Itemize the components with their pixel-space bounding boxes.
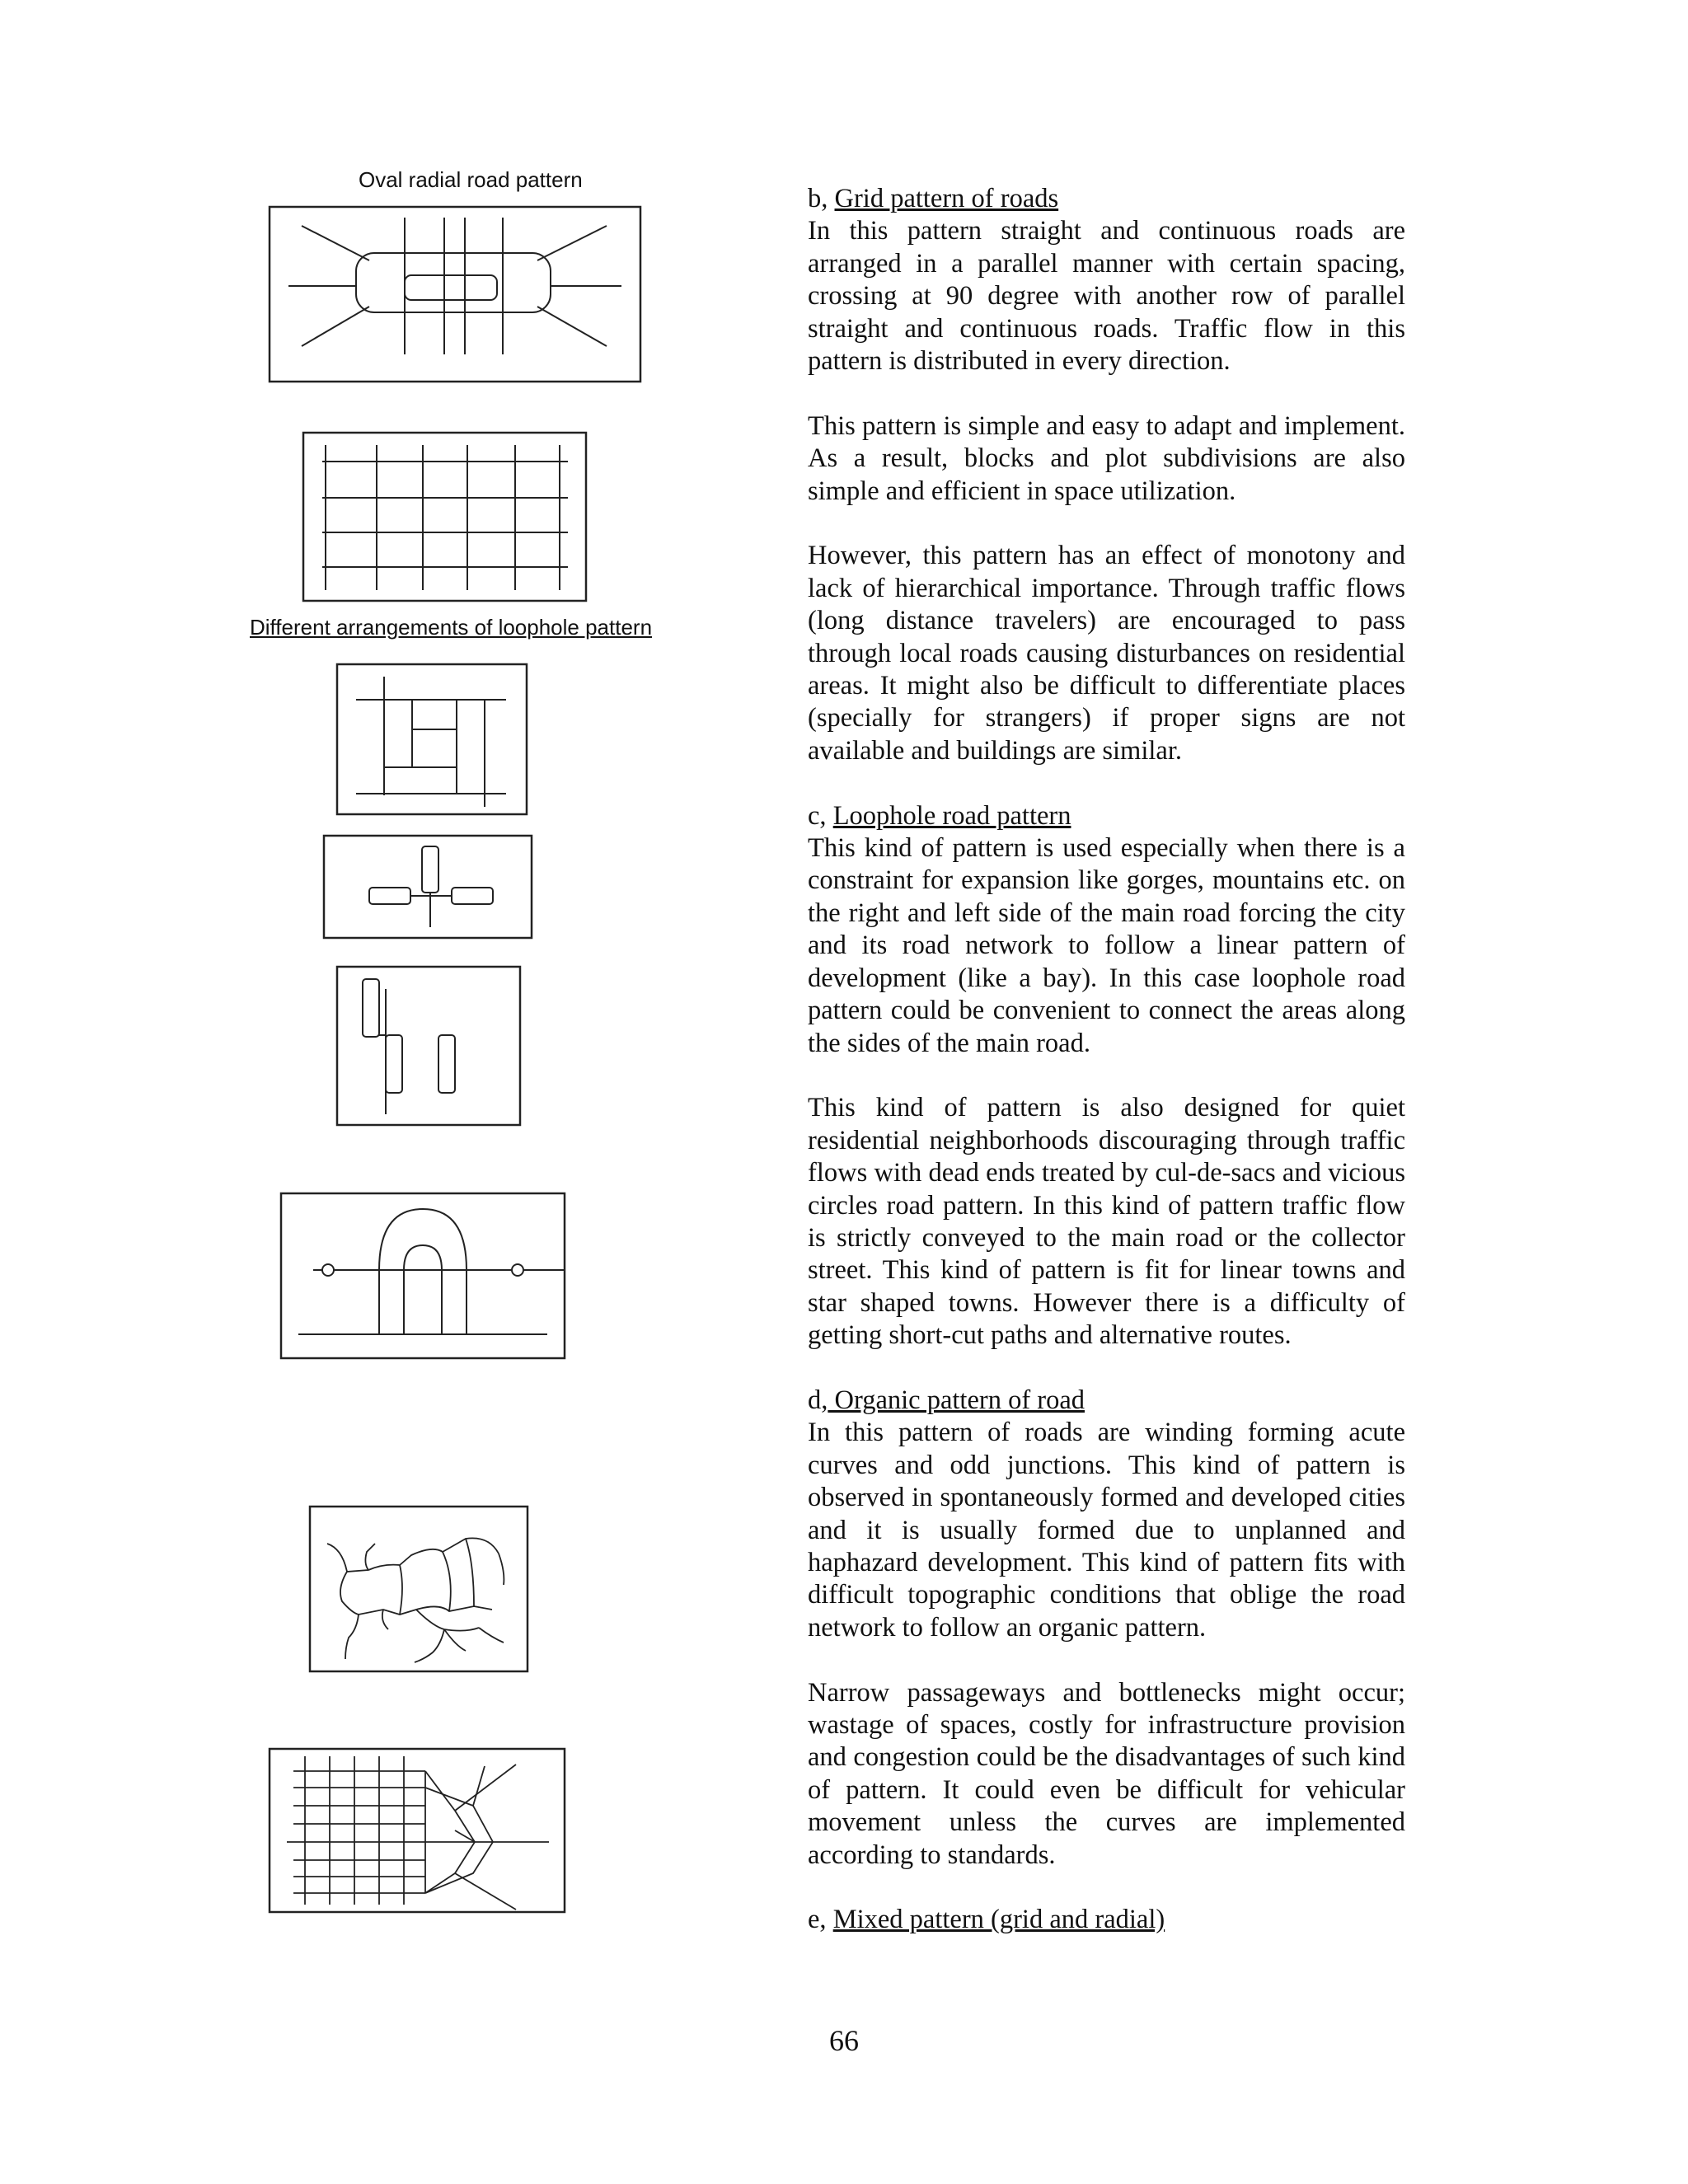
loophole-pattern-figure-1	[336, 663, 528, 815]
page-number: 66	[829, 2024, 859, 2057]
paragraph: This kind of pattern is used especially when there is a constraint for expansion like gorges, mountains etc. on the right and left side of the main road forcing the city and its road network to follow a linear pattern of development (like a bay). In this case loophole road pattern could be convenient to connect the areas along the sides of the main road.	[808, 833, 1405, 1058]
body-text-column	[808, 183, 1405, 1937]
section-title-mixed: Mixed pattern (grid and radial)	[832, 1905, 1165, 1935]
grid-pattern-figure	[302, 432, 587, 602]
section-heading-grid: b, Grid pattern of roads	[808, 184, 1059, 213]
organic-pattern-figure	[309, 1506, 528, 1672]
section-title-grid: Grid pattern of roads	[834, 184, 1059, 213]
paragraph: Narrow passageways and bottlenecks might occur; wastage of spaces, costly for infrastructure provision and congestion could be the disadvantages of such kind of pattern. It could even be difficult for vehicular movement unless the curves are implemented according to standards.	[808, 1677, 1405, 1870]
mixed-pattern-figure	[269, 1748, 565, 1913]
paragraph: In this pattern of roads are winding forming acute curves and odd junctions. This kind of pattern is observed in spontaneously formed and developed cities and it is usually formed due to unplanned and haphazard development. This kind of pattern fits with difficult topographic conditions that oblige the road network to follow an organic pattern.	[808, 1418, 1405, 1643]
loophole-caption: Different arrangements of loophole pattern	[250, 615, 653, 640]
loophole-pattern-figure-3	[336, 966, 521, 1126]
paragraph: However, this pattern has an effect of monotony and lack of hierarchical importance. Through traffic flows (long distance travelers) are encouraged to pass through local roads causing disturbances on residential areas. It might also be difficult to differentiate places (specially for strangers) if proper signs are not available and buildings are similar.	[808, 541, 1405, 766]
section-heading-organic: d, Organic pattern of road	[808, 1385, 1085, 1415]
oval-radial-caption: Oval radial road pattern	[359, 167, 583, 192]
loophole-pattern-figure-2	[323, 835, 532, 939]
oval-radial-pattern-figure	[269, 206, 641, 382]
section-heading-mixed: e, Mixed pattern (grid and radial)	[808, 1905, 1165, 1935]
section-heading-loophole: c, Loophole road pattern	[808, 800, 1071, 831]
paragraph: This pattern is simple and easy to adapt and implement. As a result, blocks and plot subdivisions are also simple and efficient in space utilization.	[808, 410, 1405, 506]
loophole-culdesac-figure	[280, 1193, 565, 1359]
section-title-organic: Organic pattern of road	[828, 1385, 1085, 1415]
paragraph: In this pattern straight and continuous roads are arranged in a parallel manner with certain spacing, crossing at 90 degree with another row of parallel straight and continuous roads. Traffic flow in this pattern is distributed in every direction.	[808, 216, 1405, 377]
section-title-loophole: Loophole road pattern	[832, 800, 1071, 831]
paragraph: This kind of pattern is also designed for quiet residential neighborhoods discouraging through traffic flows with dead ends treated by cul-de-sacs and vicious circles road pattern. In this kind of pattern traffic flow is strictly conveyed to the main road or the collector street. This kind of pattern is fit for linear towns and star shaped towns. However there is a difficulty of getting short-cut paths and alternative routes.	[808, 1093, 1405, 1351]
